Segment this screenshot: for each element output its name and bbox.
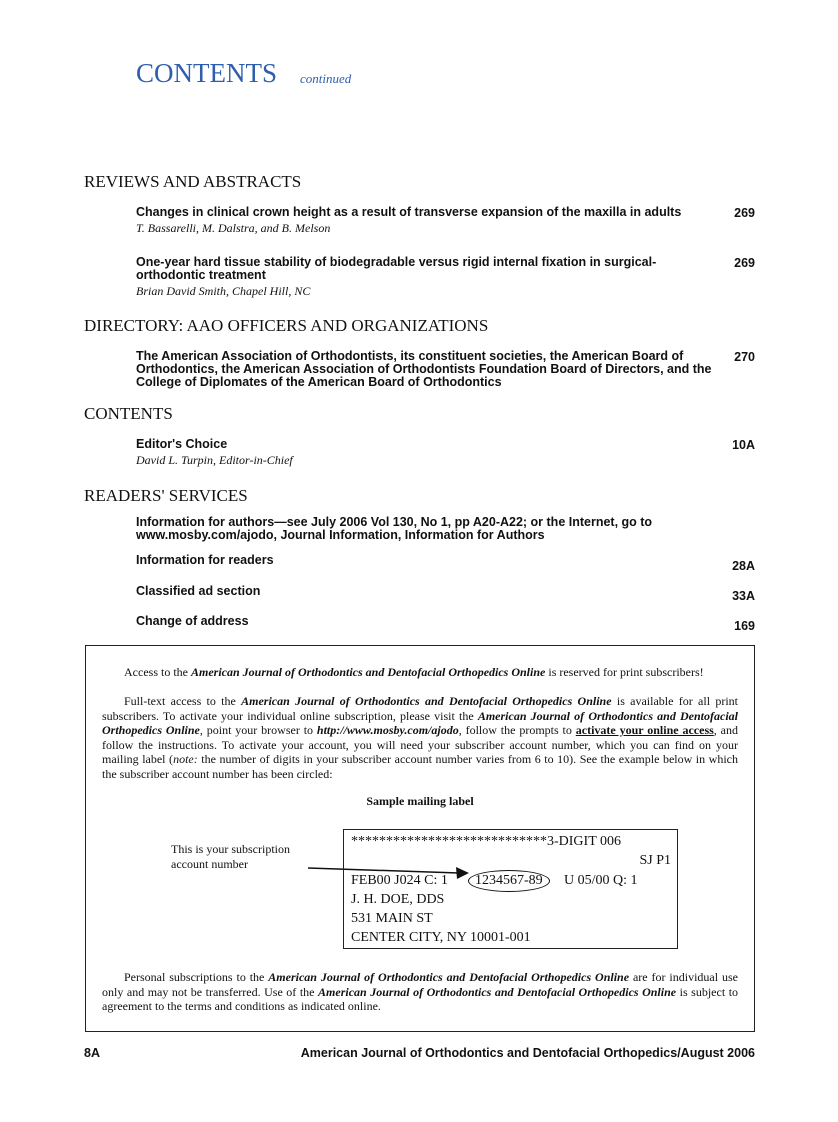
entry-page: 10A: [732, 438, 755, 452]
entry-title: Information for authors—see July 2006 Vol 130, No 1, pp A20-A22; or the Internet, go to www.mosby.com/ajodo, Journal Information, Information for Authors: [136, 515, 653, 542]
entry-page: 28A: [732, 559, 755, 573]
section-heading: DIRECTORY: AAO OFFICERS AND ORGANIZATIONS: [84, 316, 489, 335]
notice-paragraph: Full-text access to the American Journal of Orthodontics and Dentofacial Orthopedics Online is available for all print subscribers. To activate your individual online subscription, please visit the American Journal of Orthodontics and Dentofacial Orthopedics Online, point your browser to http://www.mosby.com/ajodo, follow the prompts to activate your online access, and follow the instructions. To activate your account, you will need your subscriber account number, which you can find on your mailing label (note: the number of digits in your subscriber account number varies from 6 to 10). See the example below in which the subscriber account number has been circled:: [102, 694, 739, 781]
journal-name: American Journal of Orthodontics and Dentofacial Orthopedics Online: [190, 665, 546, 679]
entry-title: Changes in clinical crown height as a result of transverse expansion of the maxilla in adults: [136, 205, 682, 219]
entry-page: 270: [734, 350, 755, 364]
callout-text: This is your subscription account number: [171, 842, 290, 871]
toc-entry[interactable]: [136, 516, 716, 542]
footer-journal: American Journal of Orthodontics and Dentofacial Orthopedics/August 2006: [300, 1046, 755, 1060]
entry-authors: T. Bassarelli, M. Dalstra, and B. Melson: [136, 221, 331, 235]
notice-paragraph: Personal subscriptions to the American Journal of Orthodontics and Dentofacial Orthopedics Online are for individual use only and may not be transferred. Use of the American Journal of Orthodontics and Dentofacial Orthopedics Online is subject to agreement to the terms and conditions as indicated online.: [102, 970, 739, 1013]
toc-entry[interactable]: [136, 350, 716, 389]
journal-url-link[interactable]: http://www.mosby.com/ajodo: [316, 723, 459, 737]
entry-authors: David L. Turpin, Editor-in-Chief: [136, 453, 293, 467]
entry-page: 169: [734, 619, 755, 633]
entry-title: Information for readers: [136, 553, 274, 567]
toc-entry[interactable]: [136, 615, 716, 628]
entry-title: The American Association of Orthodontists, its constituent societies, the American Board of Orthodontics, the American Association of Orthodontists Foundation Board of Directors, and the College of Diplomates of the American Board of Orthodontics: [136, 349, 712, 389]
section-heading: READERS' SERVICES: [84, 486, 248, 505]
section-heading: REVIEWS AND ABSTRACTS: [84, 172, 302, 191]
notice-paragraph: Access to the American Journal of Orthodontics and Dentofacial Orthopedics Online is reserved for print subscribers!: [124, 665, 704, 679]
entry-title: One-year hard tissue stability of biodegradable versus rigid internal fixation in surgical-orthodontic treatment: [136, 255, 657, 282]
page-subtitle: continued: [300, 71, 352, 86]
page-title: CONTENTS: [136, 58, 277, 88]
toc-entry[interactable]: [136, 554, 716, 567]
footer-page-number: 8A: [84, 1046, 100, 1060]
entry-page: 269: [734, 256, 755, 270]
online-access-notice: [85, 645, 755, 1032]
sample-label-heading: Sample mailing label: [366, 794, 474, 808]
entry-page: 33A: [732, 589, 755, 603]
sample-mailing-label: ****************************3-DIGIT 006 SJ P1 FEB00 J024 C: 1 1234567-89 U 05/00 Q: 1 J. H. DOE, DDS 531 MAIN ST CENTER CITY, NY 10001-001: [343, 829, 678, 949]
section-heading: CONTENTS: [84, 404, 173, 423]
entry-title: Change of address: [136, 614, 249, 628]
toc-entry[interactable]: [136, 206, 716, 235]
entry-authors: Brian David Smith, Chapel Hill, NC: [136, 284, 311, 298]
toc-entry[interactable]: [136, 256, 696, 298]
toc-entry[interactable]: [136, 438, 716, 467]
activate-online-access-link[interactable]: activate your online access: [575, 723, 714, 737]
entry-title: Classified ad section: [136, 584, 261, 598]
account-number-circle: 1234567-89: [468, 870, 550, 892]
toc-entry[interactable]: [136, 585, 716, 598]
entry-page: 269: [734, 206, 755, 220]
entry-title: Editor's Choice: [136, 437, 228, 451]
